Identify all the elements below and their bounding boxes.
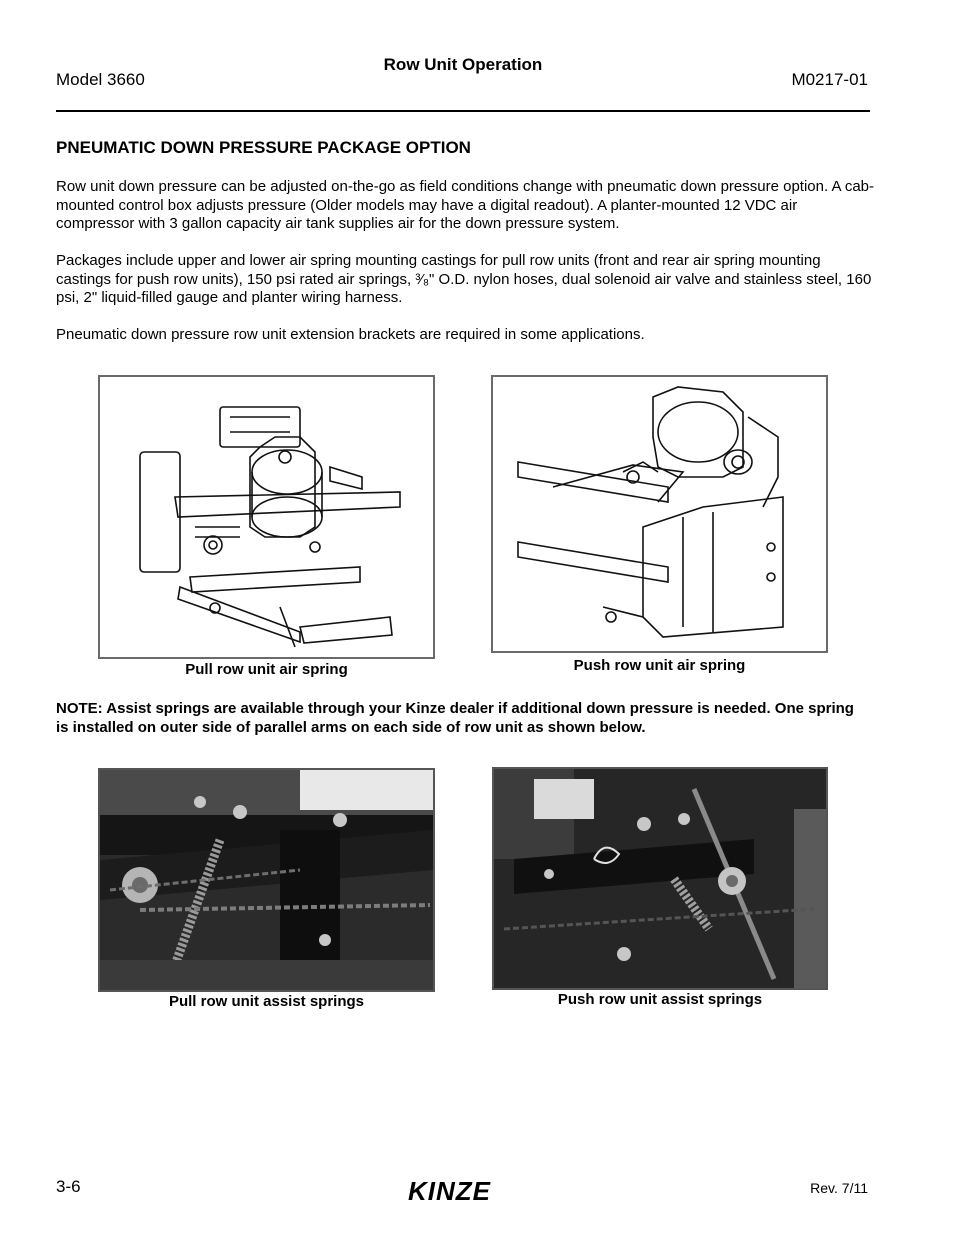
push-air-spring-figure: [491, 375, 828, 653]
paragraph-3: Pneumatic down pressure row unit extension brackets are required in some applications.: [56, 326, 645, 343]
header-rule: [56, 110, 870, 112]
assist-spring-note: NOTE: Assist springs are available through your Kinze dealer if additional down pressure is needed. One spring is installed on outer side of parallel arms on each side of row unit as shown below.: [56, 700, 854, 736]
pull-assist-springs-photo: [98, 768, 435, 992]
pull-air-spring-figure: [98, 375, 435, 659]
paragraph-1: Row unit down pressure can be adjusted on-the-go as field conditions change with pneumatic down pressure option. A cab-mounted control box adjusts pressure (Older models may have a digital readout). A planter-mounted 12 VDC air compressor with 3 gallon capacity air tank supplies air for the down pressure system.: [56, 178, 874, 232]
document-number: M0217-01: [791, 70, 868, 89]
push-assist-springs-caption: Push row unit assist springs: [557, 991, 763, 1008]
push-air-spring-caption: Push row unit air spring: [573, 657, 746, 674]
model-label: Model 3660: [56, 70, 145, 89]
page-number: 3-6: [56, 1177, 81, 1196]
section-header: Row Unit Operation: [383, 55, 543, 74]
pull-air-spring-caption: Pull row unit air spring: [185, 661, 348, 678]
pull-assist-springs-caption: Pull row unit assist springs: [168, 993, 365, 1010]
section-title: PNEUMATIC DOWN PRESSURE PACKAGE OPTION: [56, 138, 471, 157]
push-assist-springs-photo: [492, 767, 828, 990]
paragraph-2: Packages include upper and lower air spring mounting castings for pull row units (front and rear air spring mounting castings for push row units), 150 psi rated air springs, ³⁄₈" O.D. nylon hoses, dual solenoid air valve and stainless steel, 160 psi, 2" liquid-filled gauge and planter wiring harness.: [56, 252, 872, 306]
revision: Rev. 7/11: [810, 1180, 868, 1196]
kinze-logo: [404, 1176, 524, 1206]
kinze-logo-text: KINZE: [408, 1176, 491, 1206]
